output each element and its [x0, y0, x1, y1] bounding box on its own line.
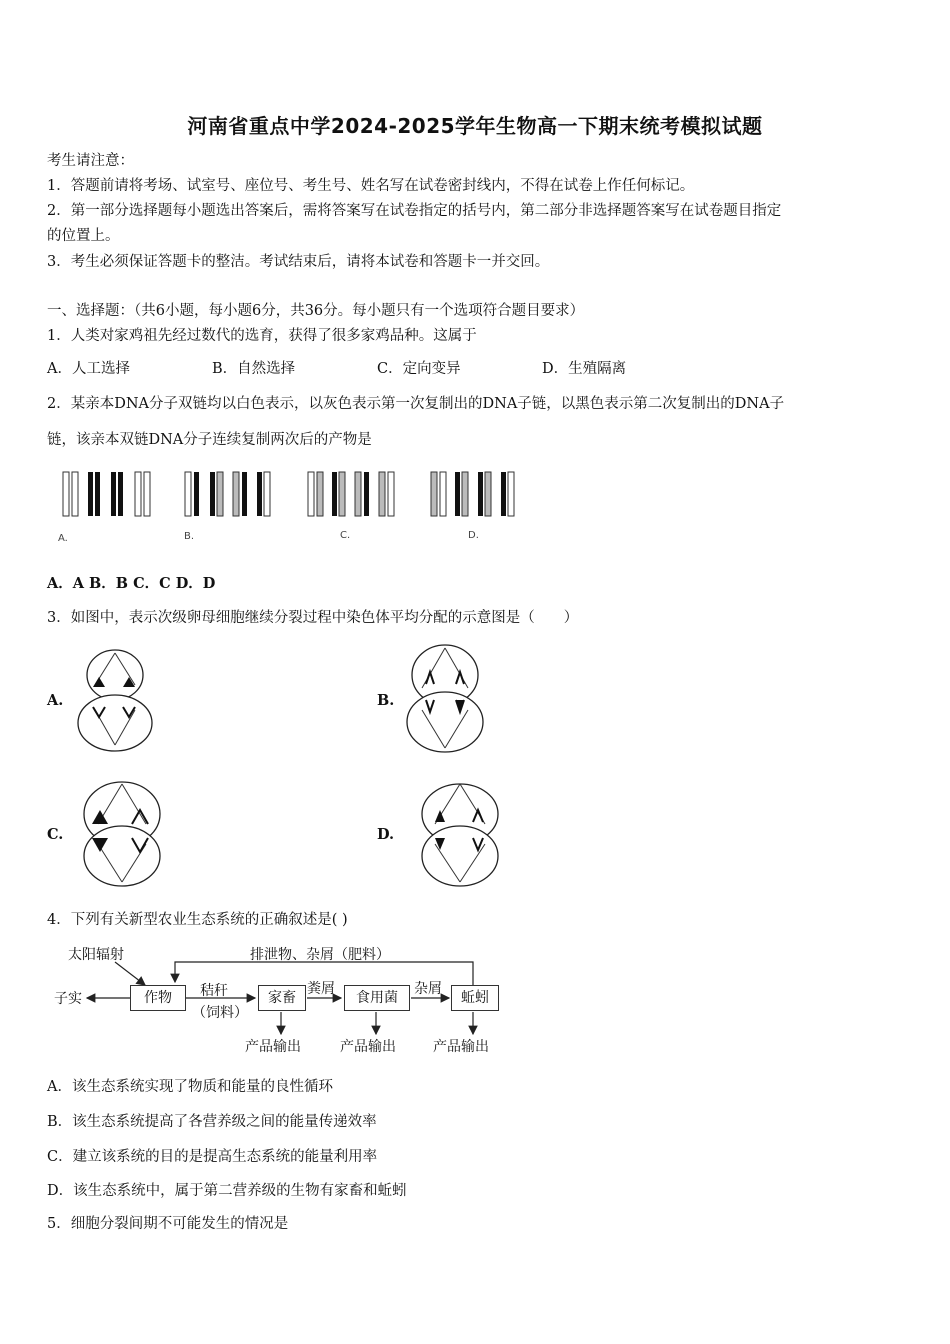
- notice-heading: 考生请注意：: [47, 153, 134, 169]
- figure-label-a: A.: [58, 533, 68, 544]
- cell-label-a[interactable]: A.: [47, 692, 64, 709]
- question-1-stem: 1．人类对家鸡祖先经过数代的选育，获得了很多家鸡品种。这属于: [47, 328, 477, 344]
- question-2-options[interactable]: A．A B．B C．C D．D: [47, 575, 216, 592]
- dna-option-b: [185, 472, 270, 516]
- question-5-stem: 5．细胞分裂间期不可能发生的情况是: [47, 1216, 289, 1232]
- cell-figure-a: [75, 645, 155, 753]
- flow-feedback-label: 排泄物、杂屑（肥料）: [250, 947, 390, 963]
- figure-label-c: C.: [340, 530, 351, 541]
- option-b[interactable]: B．该生态系统提高了各营养级之间的能量传递效率: [47, 1114, 377, 1130]
- question-1-options: [47, 358, 707, 380]
- flow-straw-label: 秸秆: [200, 983, 228, 999]
- flow-output-label: 产品输出: [433, 1039, 489, 1055]
- question-2-stem-cont: 链，该亲本双链DNA分子连续复制两次后的产物是: [47, 432, 372, 448]
- dna-option-a: [63, 472, 150, 516]
- flow-output-label: 产品输出: [340, 1039, 396, 1055]
- notice-item: 3．考生必须保证答题卡的整洁。考试结束后，请将本试卷和答题卡一并交回。: [47, 254, 550, 270]
- flow-node-livestock: 家畜: [258, 985, 306, 1011]
- cell-figure-d: [415, 778, 505, 890]
- notice-item: 1．答题前请将考场、试室号、座位号、考生号、姓名写在试卷密封线内，不得在试卷上作任何标记。: [47, 178, 695, 194]
- flow-node-earthworm: 蚯蚓: [451, 985, 499, 1011]
- section-heading: 一、选择题：（共6小题，每小题6分，共36分。每小题只有一个选项符合题目要求）: [47, 303, 585, 319]
- dna-option-d: [431, 472, 514, 516]
- question-3-stem: 3．如图中，表示次级卵母细胞继续分裂过程中染色体平均分配的示意图是（ ）: [47, 610, 579, 626]
- figure-label-d: D.: [468, 530, 479, 541]
- option-d[interactable]: D．该生态系统中，属于第二营养级的生物有家畜和蚯蚓: [47, 1183, 407, 1199]
- notice-item: 2．第一部分选择题每小题选出答案后，需将答案写在试卷指定的括号内，第二部分非选择题答案写在试卷题目指定: [47, 203, 782, 219]
- dna-replication-figure: [55, 466, 535, 526]
- flow-feed-label: （饲料）: [192, 1005, 248, 1021]
- option-a[interactable]: A．人工选择: [47, 361, 130, 377]
- flow-node-fungus: 食用菌: [344, 985, 410, 1011]
- cell-figure-c: [80, 776, 165, 891]
- figure-label-b: B.: [184, 531, 195, 542]
- question-4-stem: 4．下列有关新型农业生态系统的正确叙述是( ): [47, 912, 348, 928]
- dna-option-c: [308, 472, 394, 516]
- flow-seed-label: 子实: [54, 991, 82, 1007]
- question-2-stem: 2．某亲本DNA分子双链均以白色表示，以灰色表示第一次复制出的DNA子链，以黑色表示第二次复制出的DNA子: [47, 396, 785, 412]
- option-d[interactable]: D．生殖隔离: [542, 361, 627, 377]
- flow-output-label: 产品输出: [245, 1039, 301, 1055]
- cell-label-d[interactable]: D.: [377, 826, 395, 843]
- flow-sun-label: 太阳辐射: [68, 947, 124, 963]
- option-c[interactable]: C．定向变异: [377, 361, 461, 377]
- option-c[interactable]: C．建立该系统的目的是提高生态系统的能量利用率: [47, 1149, 378, 1165]
- cell-figure-b: [400, 640, 490, 755]
- cell-label-c[interactable]: C.: [47, 826, 64, 843]
- cell-label-b[interactable]: B.: [377, 692, 395, 709]
- option-b[interactable]: B．自然选择: [212, 361, 296, 377]
- notice-item: 的位置上。: [47, 228, 120, 244]
- page-title: 河南省重点中学2024-2025学年生物高一下期末统考模拟试题: [187, 114, 763, 138]
- flow-node-crop: 作物: [130, 985, 186, 1011]
- flow-debris-label: 杂屑: [414, 981, 442, 997]
- flow-manure-label: 粪屑: [307, 981, 335, 997]
- option-a[interactable]: A．该生态系统实现了物质和能量的良性循环: [47, 1079, 333, 1095]
